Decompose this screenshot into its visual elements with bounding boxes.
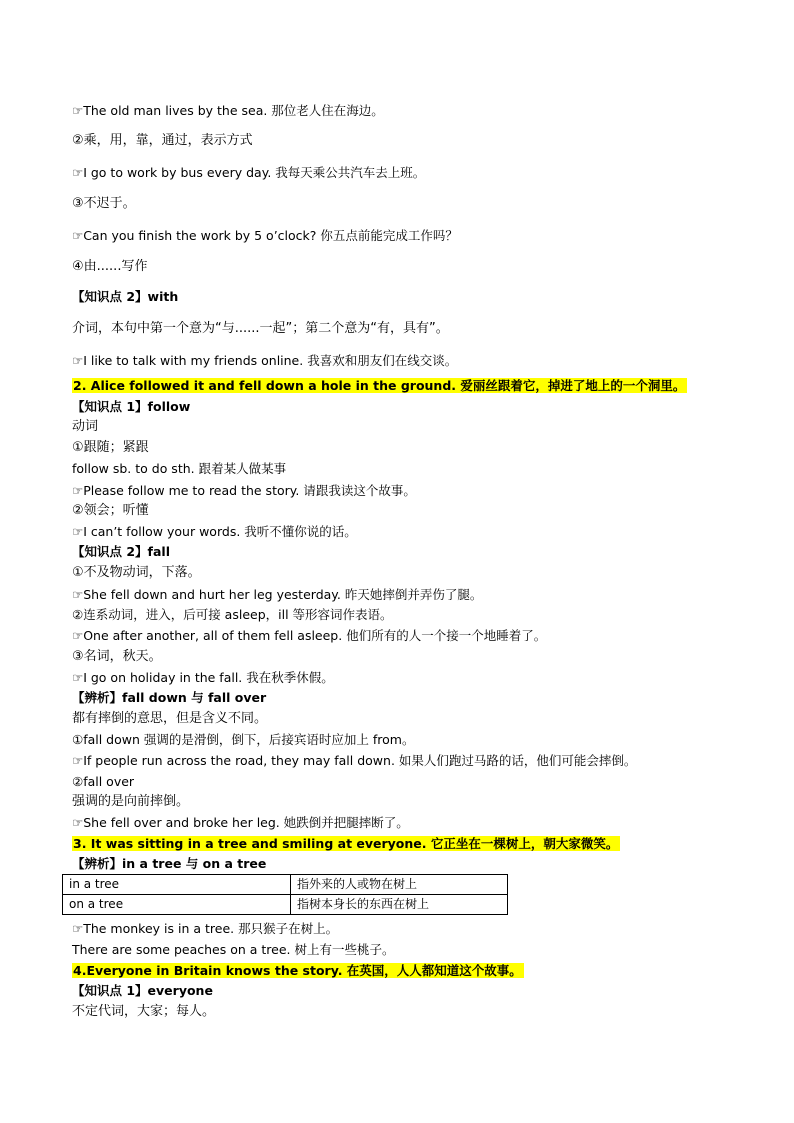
meaning-line: ①fall down 强调的是滑倒，倒下，后接宾语时应加上 from。	[72, 732, 415, 747]
table-cell: on a tree	[63, 895, 291, 915]
table-cell: 指树本身长的东西在树上	[291, 895, 508, 915]
highlighted-sentence: 3. It was sitting in a tree and smiling at everyone. 它正坐在一棵树上，朝大家微笑。	[73, 836, 619, 851]
definition-line: 不定代词，大家；每人。	[72, 1004, 216, 1019]
table-row	[63, 875, 508, 895]
knowledge-point-heading: 【知识点 1】follow	[72, 399, 191, 414]
knowledge-point-heading: 【知识点 1】everyone	[72, 983, 213, 998]
table-cell: in a tree	[63, 875, 291, 895]
example-line: ☞I can’t follow your words. 我听不懂你说的话。	[72, 524, 357, 539]
meaning-line: ②连系动词，进入，后可接 asleep，ill 等形容词作表语。	[72, 607, 393, 622]
meaning-line: ①跟随；紧跟	[72, 440, 149, 455]
table-row	[63, 895, 508, 915]
meaning-line: ③名词，秋天。	[72, 649, 162, 664]
example-line: ☞One after another, all of them fell asleep. 他们所有的人一个接一个地睡着了。	[72, 628, 547, 643]
sentence-4-heading	[72, 962, 524, 980]
phrase-line: follow sb. to do sth. 跟着某人做某事	[72, 461, 287, 476]
example-line: ☞The old man lives by the sea. 那位老人住在海边。	[72, 103, 384, 118]
example-line: There are some peaches on a tree. 树上有一些桃子。	[72, 942, 395, 957]
example-line: ☞Can you finish the work by 5 o’clock? 你五点前能完成工作吗？	[72, 228, 458, 243]
sentence-3-heading	[72, 835, 620, 853]
meaning-line: ③不迟于。	[72, 196, 136, 211]
example-line: ☞Please follow me to read the story. 请跟我读这个故事。	[72, 483, 416, 498]
comparison-heading: 【辨析】fall down 与 fall over	[72, 690, 267, 705]
meaning-line: ②领会；听懂	[72, 503, 149, 518]
knowledge-point-heading: 【知识点 2】with	[72, 289, 179, 304]
example-line: ☞I like to talk with my friends online. 我喜欢和朋友们在线交谈。	[72, 353, 458, 368]
example-line: ☞I go on holiday in the fall. 我在秋季休假。	[72, 670, 334, 685]
meaning-line: ②乘，用，靠，通过，表示方式	[72, 133, 253, 148]
definition-line: 强调的是向前摔倒。	[72, 794, 190, 809]
highlighted-sentence: 2. Alice followed it and fell down a hole in the ground. 爱丽丝跟着它，掉进了地上的一个洞里。	[73, 378, 686, 393]
comparison-table	[62, 874, 508, 915]
example-line: ☞The monkey is in a tree. 那只猴子在树上。	[72, 921, 339, 936]
example-line: ☞If people run across the road, they may fall down. 如果人们跑过马路的话，他们可能会摔倒。	[72, 753, 637, 768]
example-line: ☞She fell down and hurt her leg yesterday. 昨天她摔倒并弄伤了腿。	[72, 587, 483, 602]
comparison-heading: 【辨析】in a tree 与 on a tree	[72, 856, 267, 871]
part-of-speech-line: 动词	[72, 419, 99, 434]
meaning-line: ④由......写作	[72, 259, 148, 274]
highlighted-sentence: 4.Everyone in Britain knows the story. 在英国，人人都知道这个故事。	[73, 963, 522, 978]
meaning-line: ②fall over	[72, 774, 135, 789]
example-line: ☞I go to work by bus every day. 我每天乘公共汽车去上班。	[72, 165, 426, 180]
definition-line: 都有摔倒的意思，但是含义不同。	[72, 711, 268, 726]
definition-line: 介词，本句中第一个意为“与......一起”；第二个意为“有，具有”。	[72, 321, 449, 336]
example-line: ☞She fell over and broke her leg. 她跌倒并把腿摔断了。	[72, 815, 409, 830]
sentence-2-heading	[72, 377, 687, 395]
table-cell: 指外来的人或物在树上	[291, 875, 508, 895]
meaning-line: ①不及物动词，下落。	[72, 565, 201, 580]
knowledge-point-heading: 【知识点 2】fall	[72, 544, 170, 559]
